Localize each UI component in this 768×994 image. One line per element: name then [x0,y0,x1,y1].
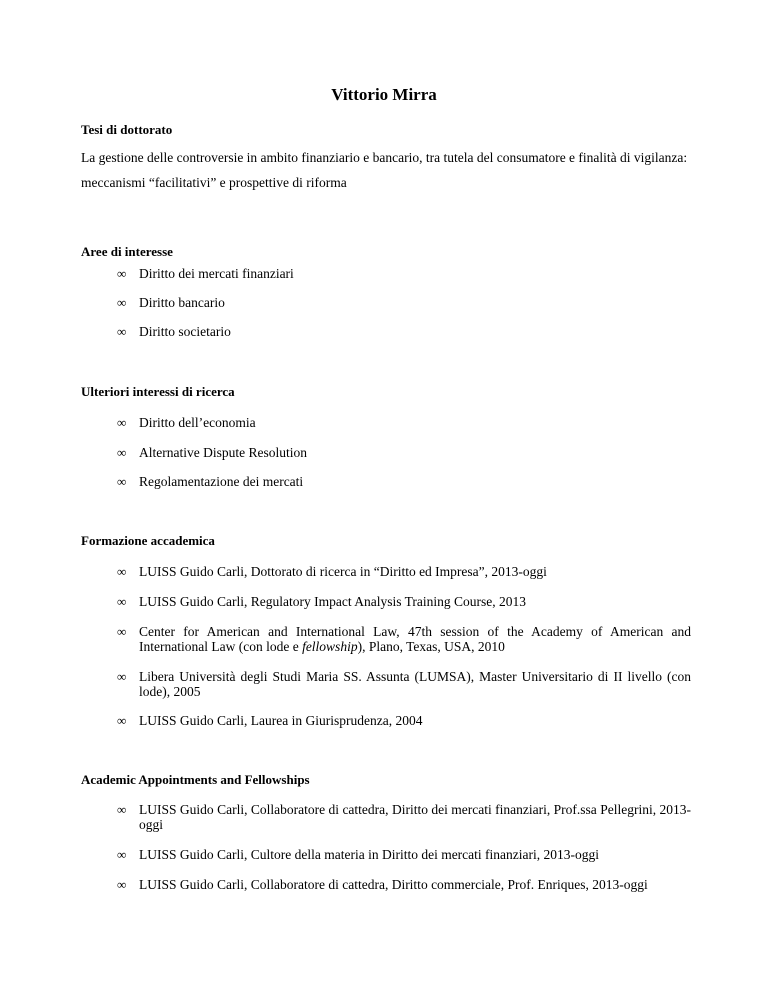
appointments-heading: Academic Appointments and Fellowships [81,772,310,787]
ulteriori-list-item [117,445,691,460]
formazione-list-item [117,669,691,699]
appointments-list-item [117,877,691,892]
formazione-list-item [117,564,691,579]
ulteriori-item-text: Alternative Dispute Resolution [139,445,307,460]
bullet-icon: ∞ [117,877,127,892]
bullet-icon: ∞ [117,564,127,579]
formazione-item-text: LUISS Guido Carli, Regulatory Impact Analysis Training Course, 2013 [139,594,526,609]
aree-heading: Aree di interesse [81,244,173,259]
bullet-icon: ∞ [117,594,127,609]
bullet-icon: ∞ [117,266,127,281]
aree-item-text: Diritto dei mercati finanziari [139,266,294,281]
bullet-icon: ∞ [117,713,127,728]
ulteriori-list-item [117,474,691,489]
ulteriori-item-text: Regolamentazione dei mercati [139,474,304,489]
ulteriori-heading: Ulteriori interessi di ricerca [81,384,235,399]
aree-list-item [117,324,691,339]
bullet-icon: ∞ [117,669,127,684]
bullet-icon: ∞ [117,474,127,489]
bullet-icon: ∞ [117,802,127,817]
aree-item-text: Diritto bancario [139,295,225,310]
tesi-text: La gestione delle controversie in ambito finanziario e bancario, tra tutela del consumatore e finalità di vigilanza: meccanismi “facilitativi” e prospettive di riforma [81,150,688,190]
ulteriori-list-item [117,415,691,430]
appointments-item-text: LUISS Guido Carli, Cultore della materia in Diritto dei mercati finanziari, 2013-oggi [139,847,600,862]
bullet-icon: ∞ [117,847,127,862]
aree-item-text: Diritto societario [139,324,231,339]
ulteriori-item-text: Diritto dell’economia [139,415,256,430]
formazione-list-item [117,713,691,728]
formazione-list-item [117,594,691,609]
fellowship-italic: fellowship [302,639,358,654]
appointments-list-item [117,847,691,862]
aree-list-item [117,266,691,281]
bullet-icon: ∞ [117,445,127,460]
aree-list-item [117,295,691,310]
appointments-item-text: LUISS Guido Carli, Collaboratore di cattedra, Diritto commerciale, Prof. Enriques, 2013-oggi [139,877,648,892]
appointments-list-item [117,802,691,832]
page-title: Vittorio Mirra [331,85,437,104]
bullet-icon: ∞ [117,324,127,339]
formazione-list-item [117,624,691,654]
bullet-icon: ∞ [117,624,127,639]
tesi-heading: Tesi di dottorato [81,122,173,137]
formazione-item-text: LUISS Guido Carli, Dottorato di ricerca in “Diritto ed Impresa”, 2013-oggi [139,564,547,579]
bullet-icon: ∞ [117,295,127,310]
bullet-icon: ∞ [117,415,127,430]
formazione-item-text: Center for American and International Law, 47th session of the Academy of American and International Law (con lode e fellowship), Plano, Texas, USA, 2010 [139,624,691,654]
formazione-heading: Formazione accademica [81,533,215,548]
formazione-item-text: Libera Università degli Studi Maria SS. Assunta (LUMSA), Master Universitario di II livello (con lode), 2005 [139,669,691,699]
formazione-item-text: LUISS Guido Carli, Laurea in Giurisprudenza, 2004 [139,713,423,728]
appointments-item-text: LUISS Guido Carli, Collaboratore di cattedra, Diritto dei mercati finanziari, Prof.ssa Pellegrini, 2013-oggi [139,802,691,832]
